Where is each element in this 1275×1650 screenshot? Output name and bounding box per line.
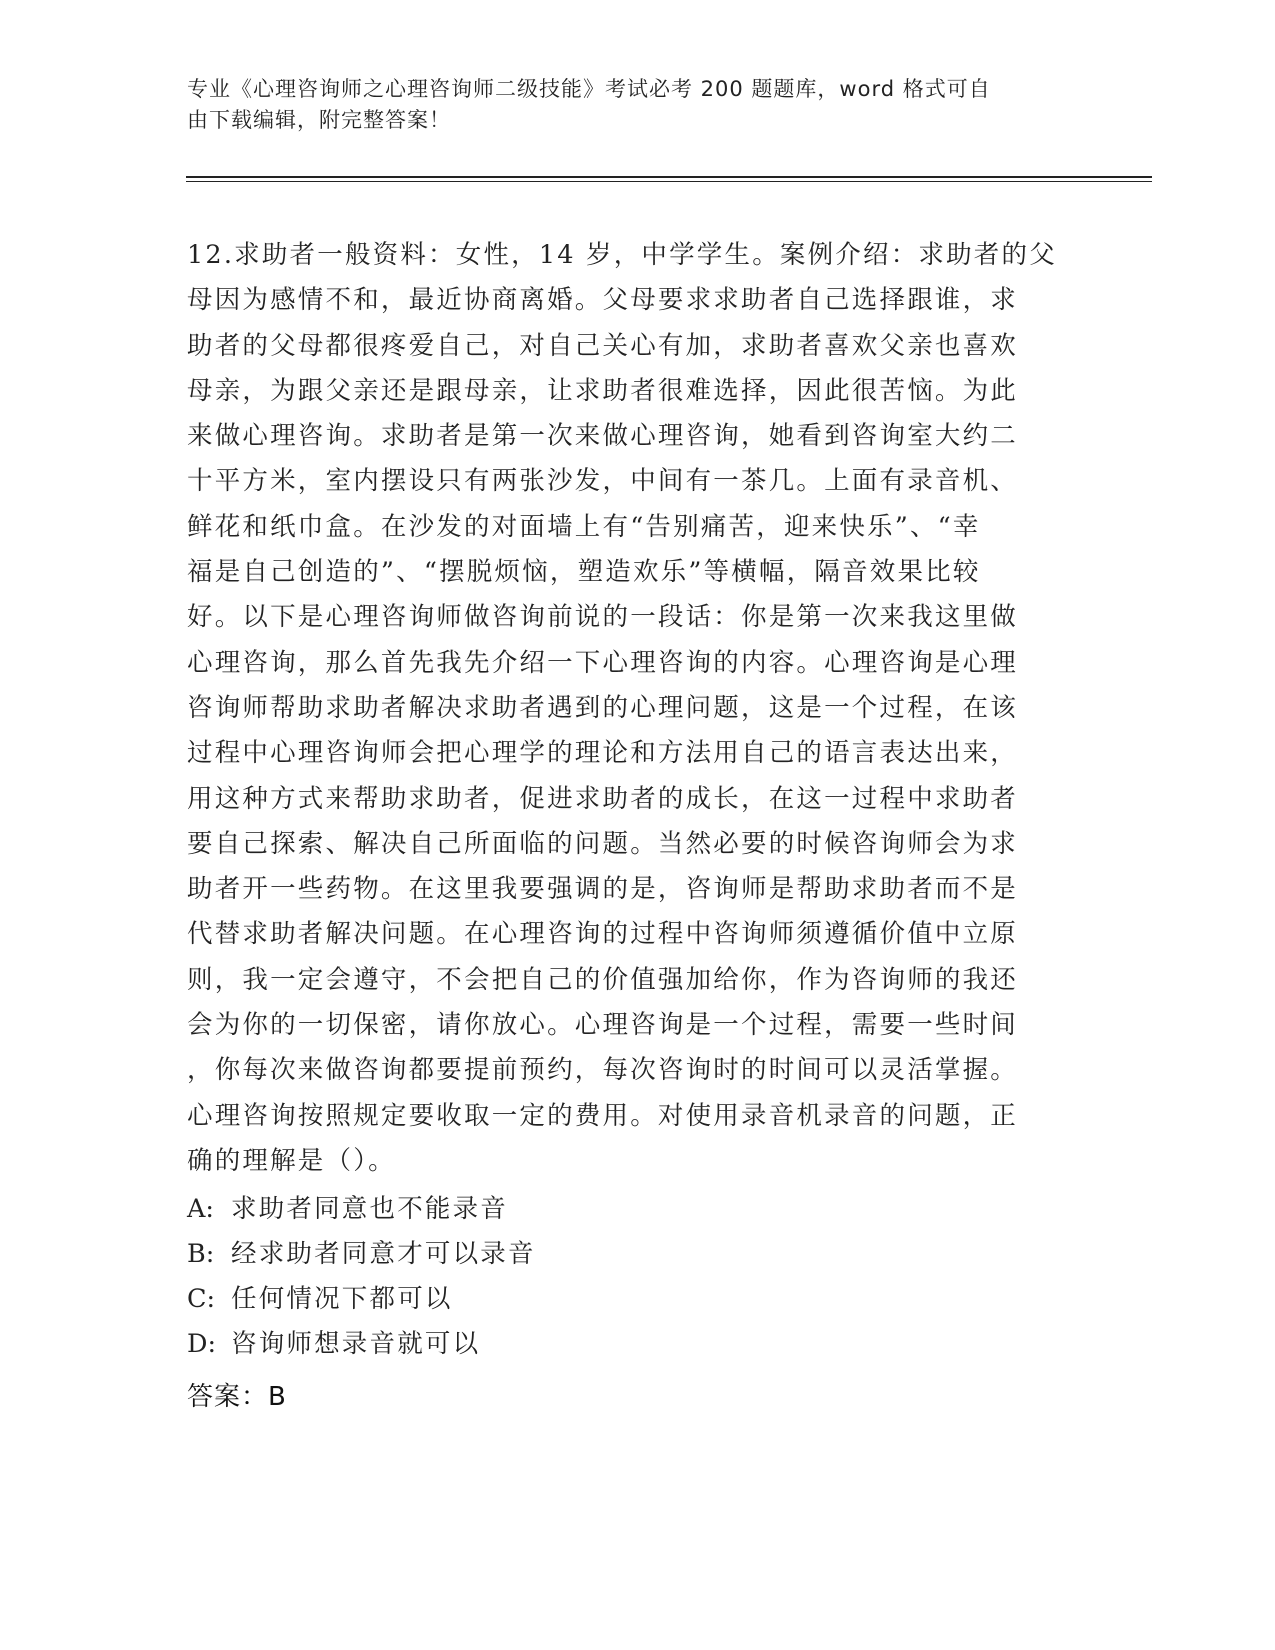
- question-line: 代替求助者解决问题。在心理咨询的过程中咨询师须遵循价值中立原: [187, 919, 1019, 950]
- option-text: 任何情况下都可以: [231, 1284, 453, 1314]
- page-header: [187, 74, 1067, 136]
- answer-options: [187, 1187, 1087, 1367]
- question-line: ，你每次来做咨询都要提前预约，每次咨询时的时间可以灵活掌握。: [187, 1055, 1019, 1086]
- question-line: 助者开一些药物。在这里我要强调的是，咨询师是帮助求助者而不是: [187, 874, 1019, 905]
- option-text: 求助者同意也不能录音: [231, 1194, 509, 1224]
- question-line: 好。以下是心理咨询师做咨询前说的一段话：你是第一次来我这里做: [187, 602, 1019, 633]
- option-letter: D:: [187, 1329, 217, 1359]
- option-letter: A:: [187, 1194, 215, 1224]
- option-c: [187, 1277, 1087, 1322]
- option-b: [187, 1232, 1087, 1277]
- question-line: 确的理解是（）。: [187, 1145, 396, 1176]
- question-line: 会为你的一切保密，请你放心。心理咨询是一个过程，需要一些时间: [187, 1010, 1019, 1041]
- question-body: [187, 233, 1087, 1184]
- option-d: [187, 1322, 1087, 1367]
- question-line: 则，我一定会遵守，不会把自己的价值强加给你，作为咨询师的我还: [187, 964, 1019, 995]
- question-line: 咨询师帮助求助者解决求助者遇到的心理问题，这是一个过程，在该: [187, 692, 1019, 723]
- header-line-2: 由下载编辑，附完整答案！: [187, 108, 451, 132]
- option-text: 经求助者同意才可以录音: [231, 1239, 536, 1269]
- question-line: 十平方米，室内摆设只有两张沙发，中间有一茶几。上面有录音机、: [187, 466, 1019, 497]
- answer-key: 答案：B: [187, 1382, 287, 1412]
- question-line: 助者的父母都很疼爱自己，对自己关心有加，求助者喜欢父亲也喜欢: [187, 330, 1019, 361]
- question-line: 来做心理咨询。求助者是第一次来做心理咨询，她看到咨询室大约二: [187, 421, 1019, 452]
- question-line: 母因为感情不和，最近协商离婚。父母要求求助者自己选择跟谁，求: [187, 285, 1019, 316]
- question-line: 用这种方式来帮助求助者，促进求助者的成长，在这一过程中求助者: [187, 783, 1019, 814]
- question-line: 要自己探索、解决自己所面临的问题。当然必要的时候咨询师会为求: [187, 828, 1019, 859]
- header-line-1: 专业《心理咨询师之心理咨询师二级技能》考试必考 200 题题库，word 格式可自: [187, 77, 991, 101]
- question-line: 12.求助者一般资料：女性，14 岁，中学学生。案例介绍：求助者的父: [187, 240, 1057, 270]
- question-line: 心理咨询按照规定要收取一定的费用。对使用录音机录音的问题，正: [187, 1100, 1019, 1131]
- option-a: [187, 1187, 1087, 1232]
- header-divider-thin: [186, 181, 1152, 182]
- option-letter: C:: [187, 1284, 216, 1314]
- option-text: 咨询师想录音就可以: [231, 1329, 481, 1359]
- question-line: 心理咨询，那么首先我先介绍一下心理咨询的内容。心理咨询是心理: [187, 647, 1019, 678]
- question-line: 鲜花和纸巾盒。在沙发的对面墙上有“告别痛苦，迎来快乐”、“幸: [187, 511, 981, 542]
- question-line: 母亲，为跟父亲还是跟母亲，让求助者很难选择，因此很苦恼。为此: [187, 375, 1019, 406]
- header-divider-thick: [186, 176, 1152, 178]
- question-line: 过程中心理咨询师会把心理学的理论和方法用自己的语言表达出来，: [187, 738, 1019, 769]
- question-line: 福是自己创造的”、“摆脱烦恼，塑造欢乐”等横幅，隔音效果比较: [187, 557, 981, 588]
- option-letter: B:: [187, 1239, 215, 1269]
